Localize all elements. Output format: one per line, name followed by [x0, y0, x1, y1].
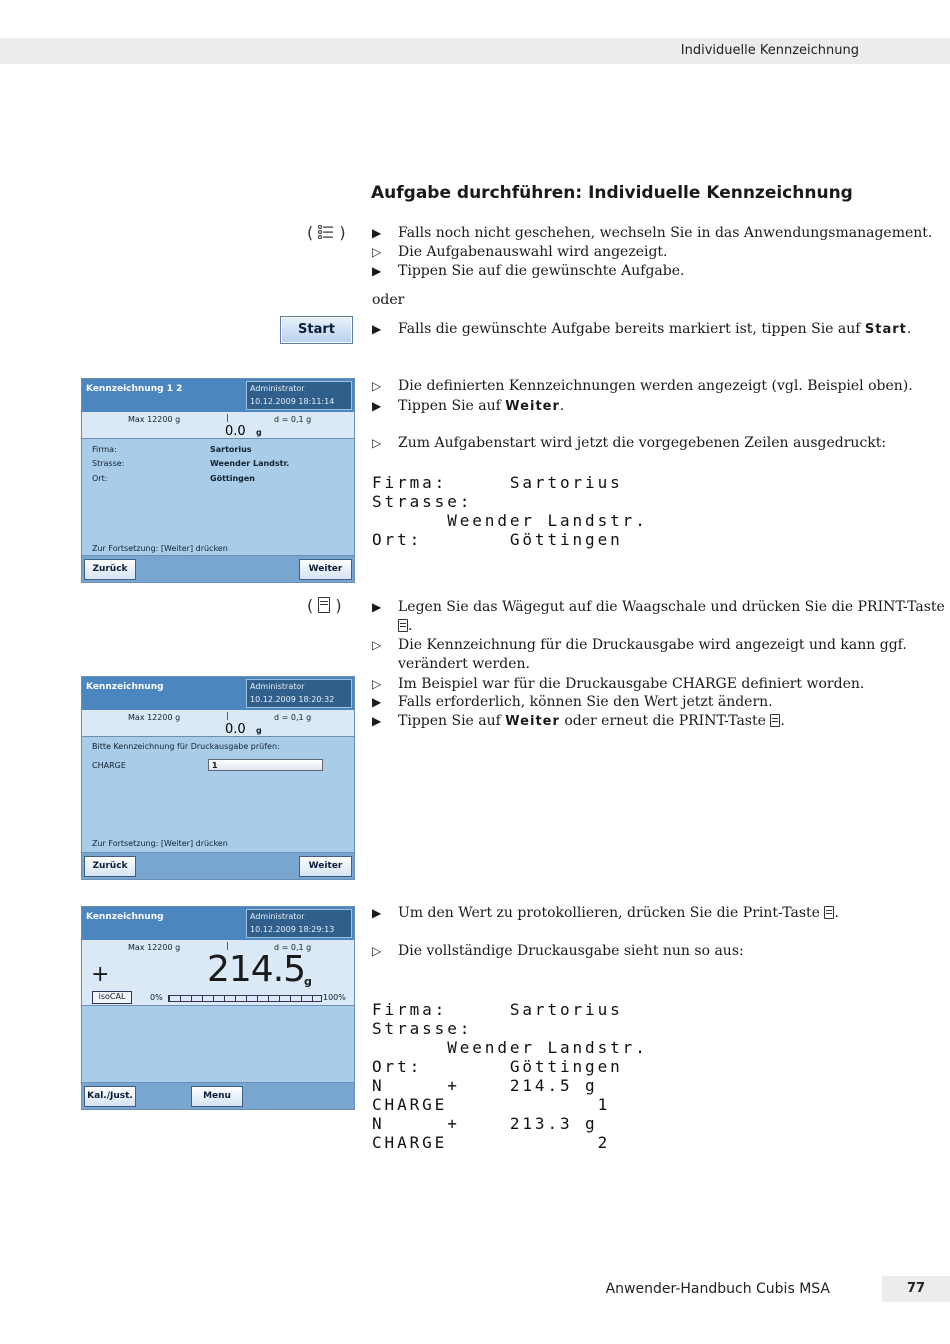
weight-panel [82, 710, 354, 737]
continue-button[interactable]: Weiter [299, 559, 352, 580]
result-line: ▷ Die Aufgabenauswahl wird angezeigt. [372, 244, 668, 260]
result-arrow-icon: ▷ [372, 944, 382, 958]
bar-end-label: 100% [323, 993, 346, 1002]
action-arrow-icon: ▶ [372, 714, 382, 728]
softkey-bar [82, 555, 354, 582]
weight-unit: g [304, 975, 312, 988]
action-arrow-icon: ▶ [372, 600, 382, 614]
printout-line: CHARGE 2 [372, 1133, 611, 1152]
softkey-bar [82, 852, 354, 879]
row-value: Göttingen [210, 474, 255, 483]
instruction-line: ▶ Um den Wert zu protokollieren, drücken Sie die Print-Taste . [372, 905, 839, 921]
weight-panel [82, 412, 354, 439]
header-section-title: Individuelle Kennzeichnung [680, 43, 859, 58]
print-icon [398, 619, 408, 632]
weight-panel-large [82, 940, 354, 1006]
max-capacity: Max 12200 g [128, 415, 181, 424]
weight-value: 0.0 [225, 424, 246, 439]
printout-line: Strasse: [372, 1019, 473, 1038]
action-arrow-icon: ▶ [372, 322, 382, 336]
weight-value-large: 214.5 [207, 949, 306, 990]
instruction-line: ▶ Legen Sie das Wägegut auf die Waagschale und drücken Sie die PRINT-Taste [372, 599, 945, 615]
instruction-line: ▶ Tippen Sie auf Weiter oder erneut die PRINT-Taste . [372, 713, 785, 729]
range-mark: | [226, 711, 229, 720]
instruction-line: ▶ Tippen Sie auf die gewünschte Aufgabe. [372, 263, 685, 279]
print-key: ( ) [307, 596, 342, 615]
result-continuation: verändert werden. [398, 656, 530, 672]
result-arrow-icon: ▷ [372, 677, 382, 691]
action-arrow-icon: ▶ [372, 695, 382, 709]
action-arrow-icon: ▶ [372, 399, 382, 413]
back-button[interactable]: Zurück [84, 856, 136, 877]
result-arrow-icon: ▷ [372, 638, 382, 652]
row-label: Ort: [92, 474, 108, 483]
instruction-line: ▶ Tippen Sie auf Weiter. [372, 398, 565, 414]
row-value: Weender Landstr. [210, 459, 290, 468]
instruction-line: ▶ Falls noch nicht geschehen, wechseln Sie in das Anwendungsmanagement. [372, 225, 933, 241]
result-arrow-icon: ▷ [372, 245, 382, 259]
result-line: ▷ Die vollständige Druckausgabe sieht nun so aus: [372, 943, 744, 959]
user-panel: Administrator 10.12.2009 18:29:13 [246, 909, 352, 938]
printout-line: Ort: Göttingen [372, 530, 623, 549]
action-arrow-icon: ▶ [372, 906, 382, 920]
check-prompt: Bitte Kennzeichnung für Druckausgabe prüfen: [92, 742, 280, 751]
charge-input[interactable]: 1 [208, 759, 323, 771]
row-value: Sartorius [210, 445, 252, 454]
printout-line: Weender Landstr. [372, 1038, 648, 1057]
screen-header [82, 907, 354, 940]
readability: d = 0,1 g [274, 943, 312, 952]
continue-hint: Zur Fortsetzung: [Weiter] drücken [92, 839, 228, 848]
screen-header [82, 677, 354, 710]
display-screen-labels [81, 378, 355, 583]
printout-line: CHARGE 1 [372, 1095, 611, 1114]
printout-line: Ort: Göttingen [372, 1057, 623, 1076]
continue-hint: Zur Fortsetzung: [Weiter] drücken [92, 544, 228, 553]
max-capacity: Max 12200 g [128, 943, 181, 952]
screen-header [82, 379, 354, 412]
range-mark: | [226, 941, 229, 950]
screen-title: Kennzeichnung 1 2 [86, 384, 183, 394]
row-label: Strasse: [92, 459, 125, 468]
menu-list-key: ( ) [307, 223, 346, 242]
footer-title: Anwender-Handbuch Cubis MSA [605, 1281, 830, 1297]
instruction-continuation: . [398, 617, 412, 636]
start-button[interactable]: Start [280, 316, 353, 344]
print-icon [770, 714, 780, 727]
softkey-bar [82, 1082, 354, 1109]
printout-line: N + 214.5 g [372, 1076, 598, 1095]
range-mark: | [226, 413, 229, 422]
bar-start-label: 0% [150, 993, 163, 1002]
running-header [0, 38, 950, 64]
page-number: 77 [882, 1276, 950, 1302]
screen-title: Kennzeichnung [86, 682, 164, 692]
start-key-label: Start [864, 322, 907, 337]
list-menu-icon [318, 224, 334, 238]
weiter-key-label: Weiter [505, 399, 560, 414]
instruction-line: ▶ Falls erforderlich, können Sie den Wert jetzt ändern. [372, 694, 773, 710]
action-arrow-icon: ▶ [372, 226, 382, 240]
result-line: ▷ Zum Aufgabenstart wird jetzt die vorgegebenen Zeilen ausgedruckt: [372, 435, 887, 451]
weight-unit: g [256, 726, 262, 735]
printout-line: Strasse: [372, 492, 473, 511]
back-button[interactable]: Zurück [84, 559, 136, 580]
weight-value: 0.0 [225, 722, 246, 737]
display-screen-weighing [81, 906, 355, 1110]
user-panel: Administrator 10.12.2009 18:20:32 [246, 679, 352, 708]
result-line: ▷ Die definierten Kennzeichnungen werden angezeigt (vgl. Beispiel oben). [372, 378, 913, 394]
weight-sign: + [91, 962, 110, 987]
readability: d = 0,1 g [274, 415, 312, 424]
calibration-button[interactable]: Kal./Just. [84, 1086, 136, 1107]
weight-unit: g [256, 428, 262, 437]
display-screen-check [81, 676, 355, 880]
continue-button[interactable]: Weiter [299, 856, 352, 877]
printout-line: Firma: Sartorius [372, 473, 623, 492]
print-icon [318, 597, 330, 613]
print-icon [824, 906, 834, 919]
result-line: ▷ Die Kennzeichnung für die Druckausgabe wird angezeigt und kann ggf. [372, 637, 907, 653]
result-line: ▷ Im Beispiel war für die Druckausgabe CHARGE definiert worden. [372, 676, 865, 692]
progress-bar [168, 995, 322, 1002]
row-label: Firma: [92, 445, 117, 454]
oder-text: oder [372, 292, 405, 308]
result-arrow-icon: ▷ [372, 436, 382, 450]
printout-line: Weender Landstr. [372, 511, 648, 530]
isocal-indicator: isoCAL [92, 991, 132, 1004]
user-panel: Administrator 10.12.2009 18:11:14 [246, 381, 352, 410]
menu-button[interactable]: Menu [191, 1086, 243, 1107]
field-label: CHARGE [92, 761, 126, 770]
instruction-line: ▶ Falls die gewünschte Aufgabe bereits markiert ist, tippen Sie auf Start. [372, 321, 912, 337]
section-heading: Aufgabe durchführen: Individuelle Kennzeichnung [371, 183, 853, 203]
max-capacity: Max 12200 g [128, 713, 181, 722]
printout-line: N + 213.3 g [372, 1114, 598, 1133]
weiter-key-label: Weiter [505, 714, 560, 729]
readability: d = 0,1 g [274, 713, 312, 722]
result-arrow-icon: ▷ [372, 379, 382, 393]
printout-line: Firma: Sartorius [372, 1000, 623, 1019]
screen-title: Kennzeichnung [86, 912, 164, 922]
action-arrow-icon: ▶ [372, 264, 382, 278]
